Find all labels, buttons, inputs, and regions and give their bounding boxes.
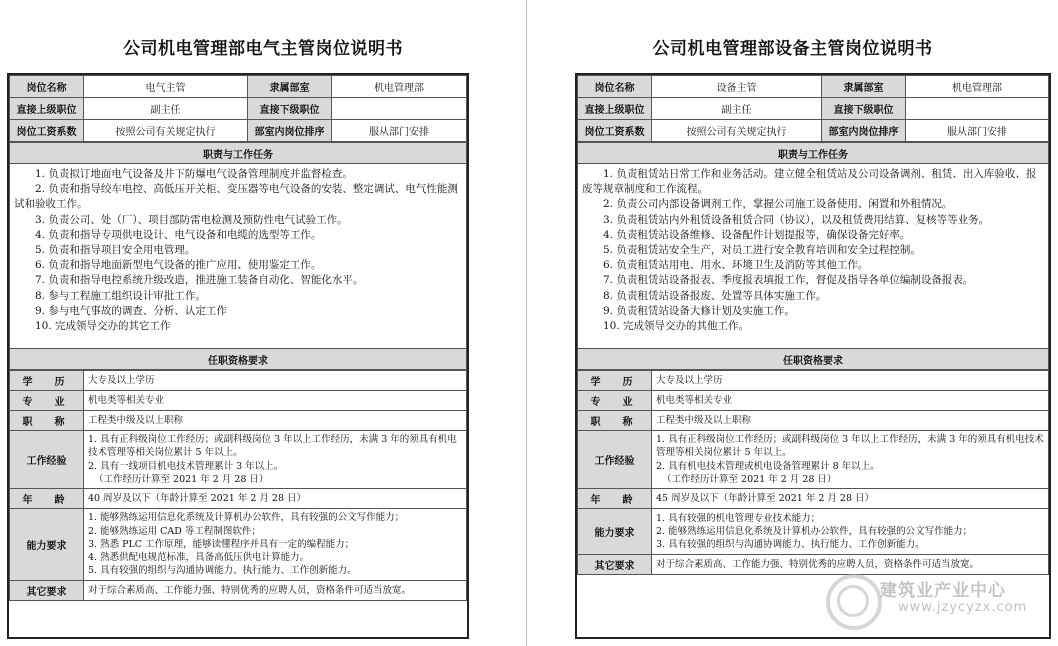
duties-list <box>578 164 1049 349</box>
rank-label: 部室内岗位排序 <box>248 120 332 142</box>
subordinate-label: 直接下级职位 <box>822 98 906 120</box>
left-job-description-sheet <box>7 73 469 639</box>
experience-label: 工作经验 <box>578 431 652 489</box>
subordinate-value <box>906 98 1049 120</box>
ability-label: 能力要求 <box>10 509 84 581</box>
qualification-section-title: 任职资格要求 <box>578 349 1049 370</box>
right-header-table <box>577 75 1049 142</box>
title-label: 职 称 <box>10 411 84 431</box>
watermark-name: 建筑业产业中心 <box>880 581 1006 601</box>
duties-section-title: 职责与工作任务 <box>578 143 1049 164</box>
duty-item: 3. 负责公司、处（厂）、项目部防雷电检测及预防性电气试验工作。 <box>35 213 348 226</box>
major-value: 机电类等相关专业 <box>652 391 1049 411</box>
left-duties-table <box>9 142 467 370</box>
post-name-label: 岗位名称 <box>10 76 84 98</box>
superior-label: 直接上级职位 <box>578 98 652 120</box>
experience-value: 1. 具有正科级岗位工作经历；或副科级岗位 3 年以上工作经历，未满 3 年的须具有机电技术管理等相关岗位累计 5 年以上。 2. 具有一线项目机电技术管理累计 3 年以上。 （工作经历计算至 2021 年 2 月 28 日） <box>84 431 467 489</box>
right-duties-table <box>577 142 1049 370</box>
post-name-label: 岗位名称 <box>578 76 652 98</box>
salary-value: 按照公司有关规定执行 <box>652 120 822 142</box>
subordinate-value <box>332 98 467 120</box>
age-value: 40 周岁及以下（年龄计算至 2021 年 2 月 28 日） <box>84 489 467 509</box>
title-value: 工程类中级及以上职称 <box>84 411 467 431</box>
major-label: 专 业 <box>578 391 652 411</box>
duties-section-title: 职责与工作任务 <box>10 143 467 164</box>
subordinate-label: 直接下级职位 <box>248 98 332 120</box>
duty-item: 10. 完成领导交办的其他工作。 <box>603 320 750 333</box>
duty-item: 6. 负责租赁站用电、用水、环境卫生及消防等其他工作。 <box>603 259 869 272</box>
salary-value: 按照公司有关规定执行 <box>84 120 248 142</box>
duty-item: 1. 负责租赁站日常工作和业务活动。建立健全租赁站及公司设备调剂、租赁、出入库验收、报废等规章制度和工作流程。 <box>582 168 1037 196</box>
duty-item: 2. 负责和指导绞车电控、高低压开关柜、变压器等电气设备的安装、整定调试、电气性能测试和验收工作。 <box>14 183 458 211</box>
ability-value: 1. 能够熟练运用信息化系统及计算机办公软件，具有较强的公文写作能力； 2. 能够熟练运用 CAD 等工程制图软件； 3. 熟悉 PLC 工作原理，能够读懂程序并具有一定的编程能力； 4. 熟悉供配电规范标准，具备高低压供电计算能力。 5. 具有较强的组织与沟通协调能力、执行能力、工作创新能力。 <box>84 509 467 581</box>
duty-item: 6. 负责和指导地面新型电气设备的推广应用、使用鉴定工作。 <box>35 259 322 272</box>
title-value: 工程类中级及以上职称 <box>652 411 1049 431</box>
duty-item: 3. 负责租赁站内外租赁设备租赁合同（协议），以及租赁费用结算、复核等等业务。 <box>603 213 990 226</box>
major-value: 机电类等相关专业 <box>84 391 467 411</box>
experience-label: 工作经验 <box>10 431 84 489</box>
education-value: 大专及以上学历 <box>652 371 1049 391</box>
rank-label: 部室内岗位排序 <box>822 120 906 142</box>
age-value: 45 周岁及以下（年龄计算至 2021 年 2 月 28 日） <box>652 489 1049 509</box>
dept-label: 隶属部室 <box>822 76 906 98</box>
right-qualification-table <box>577 370 1049 575</box>
experience-value: 1. 具有正科级岗位工作经历；或副科级岗位 3 年以上工作经历，未满 3 年的须具有机电技术管理等相关岗位累计 5 年以上。 2. 具有机电技术管理或机电设备管理累计 8 年以上。 （工作经历计算至 2021 年 2 月 28 日） <box>652 431 1049 489</box>
right-document-title: 公司机电管理部设备主管岗位说明书 <box>652 39 933 59</box>
duty-item: 5. 负责租赁站安全生产，对员工进行安全教育培训和安全过程控制。 <box>603 244 921 257</box>
left-qualification-table <box>9 370 467 601</box>
duties-list <box>10 164 467 349</box>
rank-value: 服从部门安排 <box>906 120 1049 142</box>
duty-item: 2. 负责公司内部设备调剂工作，掌握公司施工设备使用、闲置和外租情况。 <box>603 198 953 211</box>
major-label: 专 业 <box>10 391 84 411</box>
post-name-value: 电气主管 <box>84 76 248 98</box>
duty-item: 8. 参与工程施工组织设计审批工作。 <box>35 289 206 302</box>
superior-value: 副主任 <box>652 98 822 120</box>
duty-item: 7. 负责和指导电控系统升级改造，推进施工装备自动化、智能化水平。 <box>35 274 364 287</box>
duty-item: 10. 完成领导交办的其它工作 <box>35 320 171 333</box>
dept-label: 隶属部室 <box>248 76 332 98</box>
duty-item: 8. 负责租赁站设备报废、处置等具体实施工作。 <box>603 289 827 302</box>
right-job-description-sheet <box>575 73 1051 639</box>
education-label: 学 历 <box>578 371 652 391</box>
dept-value: 机电管理部 <box>332 76 467 98</box>
duty-item: 1. 负责拟订地面电气设备及井下防爆电气设备管理制度并监督检查。 <box>35 168 353 180</box>
post-name-value: 设备主管 <box>652 76 822 98</box>
left-document-page <box>0 0 527 646</box>
age-label: 年 龄 <box>578 489 652 509</box>
dept-value: 机电管理部 <box>906 76 1049 98</box>
salary-label: 岗位工资系数 <box>10 120 84 142</box>
left-header-table <box>9 75 467 142</box>
other-label: 其它要求 <box>578 555 652 575</box>
duty-item: 9. 负责租赁站设备大修计划及实施工作。 <box>603 304 795 317</box>
duty-item: 9. 参与电气事故的调查、分析、认定工作 <box>35 304 227 317</box>
duty-item: 4. 负责和指导专项供电设计、电气设备和电缆的选型等工作。 <box>35 228 322 241</box>
rank-value: 服从部门安排 <box>332 120 467 142</box>
superior-label: 直接上级职位 <box>10 98 84 120</box>
left-document-title: 公司机电管理部电气主管岗位说明书 <box>123 39 403 59</box>
education-value: 大专及以上学历 <box>84 371 467 391</box>
right-document-page <box>527 0 1058 646</box>
duty-item: 5. 负责和指导项目安全用电管理。 <box>35 244 196 257</box>
ability-label: 能力要求 <box>578 509 652 555</box>
duty-item: 7. 负责租赁站设备报表、季度报表填报工作，督促及指导各单位编制设备报表。 <box>603 274 974 287</box>
superior-value: 副主任 <box>84 98 248 120</box>
other-value: 对于综合素质高、工作能力强、特别优秀的应聘人员，资格条件可适当放宽。 <box>652 555 1049 575</box>
qualification-section-title: 任职资格要求 <box>10 349 467 370</box>
salary-label: 岗位工资系数 <box>578 120 652 142</box>
title-label: 职 称 <box>578 411 652 431</box>
ability-value: 1. 具有较强的机电管理专业技术能力； 2. 能够熟练运用信息化系统及计算机办公软件，具有较强的公文写作能力； 3. 具有较强的组织与沟通协调能力、执行能力、工作创新能力。 <box>652 509 1049 555</box>
other-value: 对于综合素质高、工作能力强、特别优秀的应聘人员，资格条件可适当放宽。 <box>84 581 467 601</box>
age-label: 年 龄 <box>10 489 84 509</box>
education-label: 学 历 <box>10 371 84 391</box>
other-label: 其它要求 <box>10 581 84 601</box>
watermark-url: www.jzycyzx.com <box>898 600 1028 615</box>
duty-item: 4. 负责租赁站设备维修、设备配件计划提报等，确保设备完好率。 <box>603 228 911 241</box>
